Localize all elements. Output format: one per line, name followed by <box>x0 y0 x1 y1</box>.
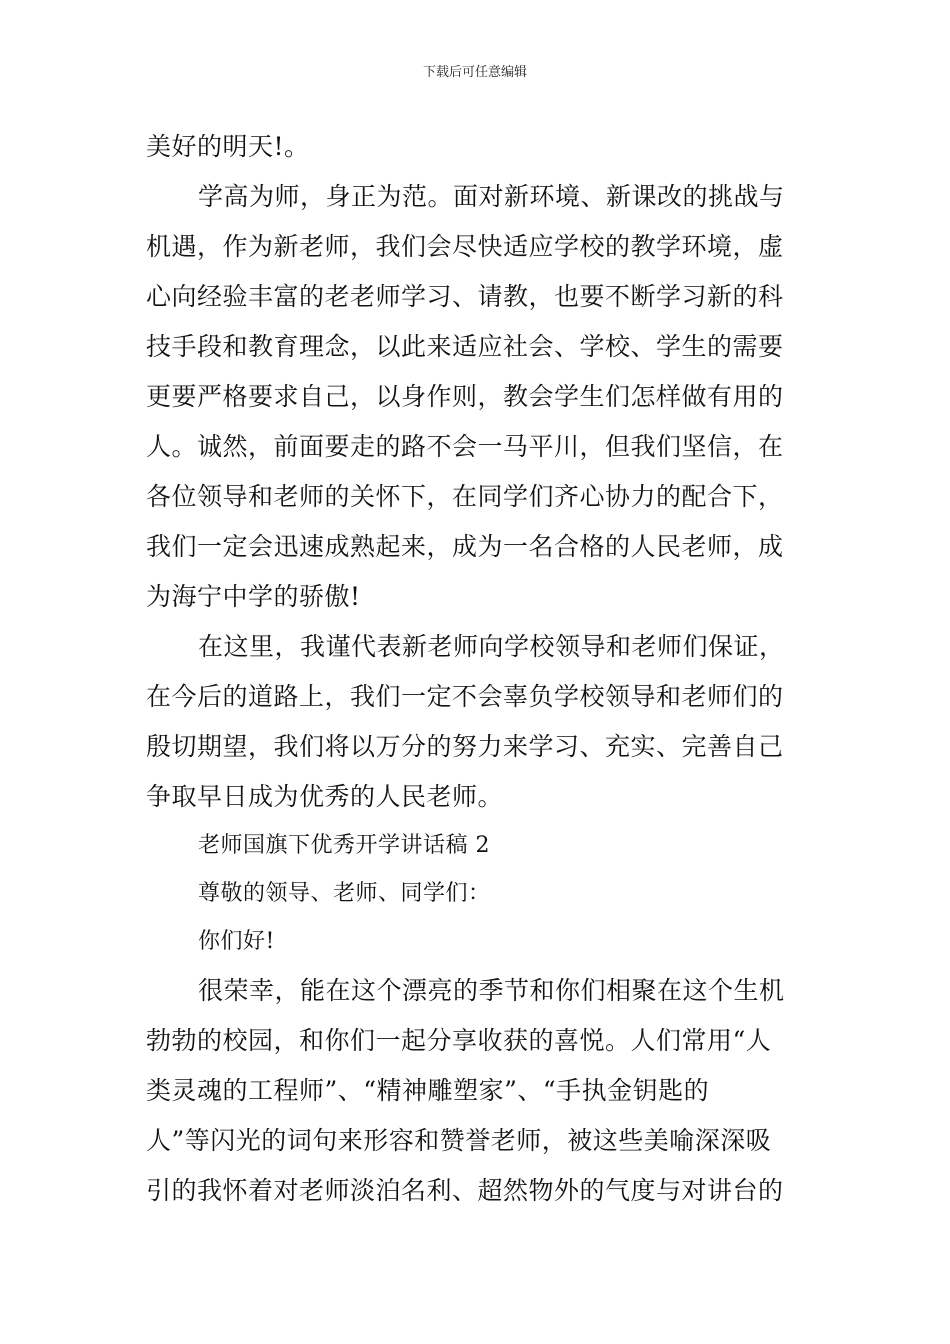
text-line: 争取早日成为优秀的人民老师。 <box>146 782 504 811</box>
text-line: 类灵魂的工程师”、“精神雕塑家”、“手执金钥匙的 <box>146 1076 710 1105</box>
text-line: 心向经验丰富的老老师学习、请教，也要不断学习新的科 <box>146 282 784 311</box>
text-line: 人”等闪光的词句来形容和赞誉老师，被这些美喻深深吸 <box>146 1126 772 1155</box>
text-line: 机遇，作为新老师，我们会尽快适应学校的教学环境，虚 <box>146 232 784 261</box>
text-line: 美好的明天!。 <box>146 132 310 161</box>
text-line: 各位领导和老师的关怀下，在同学们齐心协力的配合下， <box>146 482 784 511</box>
document-body <box>146 122 806 1216</box>
text-line: 学高为师，身正为范。面对新环境、新课改的挑战与 <box>198 182 785 211</box>
text-line: 老师国旗下优秀开学讲话稿 2 <box>198 833 490 858</box>
text-line: 殷切期望，我们将以万分的努力来学习、充实、完善自己 <box>146 732 784 761</box>
text-line: 勃勃的校园，和你们一起分享收获的喜悦。人们常用“人 <box>146 1026 772 1055</box>
text-line: 我们一定会迅速成熟起来，成为一名合格的人民老师，成 <box>146 532 784 561</box>
text-line: 尊敬的领导、老师、同学们： <box>198 881 491 906</box>
text-line: 在今后的道路上，我们一定不会辜负学校领导和老师们的 <box>146 682 784 711</box>
text-line: 你们好! <box>198 929 275 954</box>
text-line: 技手段和教育理念，以此来适应社会、学校、学生的需要 <box>146 332 784 361</box>
text-line: 人。诚然，前面要走的路不会一马平川，但我们坚信，在 <box>146 432 784 461</box>
text-line: 很荣幸，能在这个漂亮的季节和你们相聚在这个生机 <box>198 976 785 1005</box>
text-line: 在这里，我谨代表新老师向学校领导和老师们保证， <box>198 632 785 661</box>
text-line: 引的我怀着对老师淡泊名利、超然物外的气度与对讲台的 <box>146 1176 784 1205</box>
page-header: 下载后可任意编辑 <box>422 65 527 80</box>
text-line: 更要严格要求自己，以身作则，教会学生们怎样做有用的 <box>146 382 784 411</box>
text-line: 为海宁中学的骄傲! <box>146 582 361 611</box>
